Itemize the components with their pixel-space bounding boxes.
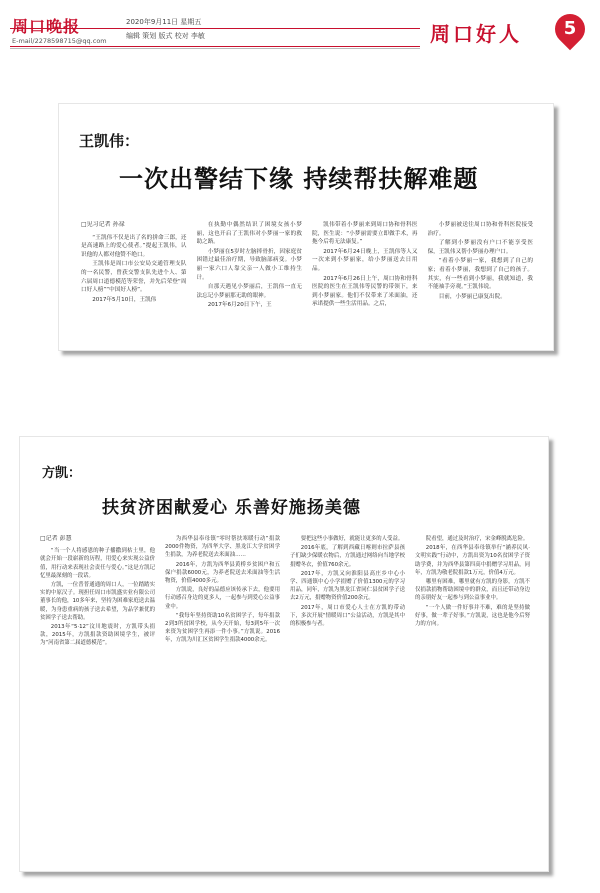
paragraph: 2017年6月26日上午，周口协和骨科医院的医生在王凯伟等民警的带领下，来到小梦丽家。他们不仅带来了米面油，还承诺提供一些生活用品。之后， [312, 275, 418, 308]
masthead-rule-bottom [10, 46, 420, 47]
byline: □记者 彭慧 [40, 535, 72, 542]
paragraph: 哪里有困难，哪里就有方凯的身影，方凯不仅捐款捐物帮助困境中的群众，而且还带动身边的亲朋好友一起参与到公益事业中。 [415, 579, 530, 602]
byline: □见习记者 孙禄 [81, 221, 125, 228]
paragraph: 2017年6月24日晚上，王凯伟等人又一次来到小梦丽家，给小梦丽送去日用品。 [312, 248, 418, 272]
paragraph: 2018年，在西华县奉母镇举行“涵养民风·文明实践”行动中，方凯出资为10名贫困学子资助学费，并为西华县第四高中捐赠学习用品，同年，方凯为敬老院捐款1万元，价值4万元。 [415, 545, 530, 576]
paragraph: 2017年6月20日下午，王 [207, 302, 272, 309]
issue-date: 2020年9月11日 星期五 [126, 18, 202, 26]
masthead-rule-top [10, 28, 420, 29]
body-column [312, 221, 418, 341]
paragraph: 2016年，方凯为西华县黄桥乡贫困户和五保户捐款6000元，为养老院送去米面油等生活物资，价值4000多元。 [165, 561, 280, 585]
contact-email: E-mail/2278598715@qq.com [12, 37, 107, 45]
masthead-rule-thin [10, 48, 420, 49]
paragraph: 在执勤中偶然结识了困境女孩小梦丽，这也开启了王凯伟对小梦丽一家的救助之路。 [196, 222, 302, 246]
paragraph: 了解到小梦丽没有户口不能享受医保，王凯伟又帮小梦丽办理户口。 [427, 240, 533, 255]
paragraph: 凯伟带着小梦丽来到周口协和骨科医院，医生说：“小梦丽需要立即做手术，再拖今后将无法康复。” [312, 222, 418, 246]
body-column [197, 221, 303, 341]
paragraph: “王凯伟不仅是出了名的拼命三郎，还是高速路上的爱心使者。”提起王凯伟，认识他的人都对他赞不绝口。 [81, 234, 187, 258]
paragraph: 为西华县奉母镇“零时帮扶寒暖行动”捐款2000件物资，为四华大学、黑龙江大学贫困学生捐款，为养老院送去米面油…… [165, 536, 280, 559]
article-headline: 扶贫济困献爱心 乐善好施扬美德 [102, 498, 361, 518]
paragraph: 小梦丽被送往周口协和骨科医院接受治疗。 [427, 222, 533, 237]
paragraph: 方凯说，良好的品德应该传承下去，他要用行动感召身边的更多人，一起参与到爱心公益事业中。 [165, 587, 280, 610]
paragraph: “当一个人将感恩的种子播撒到枯土里，他就会开始一段崭新的历程，用爱心来实现公益价值，用行动来表现社会责任与爱心。”这是方凯记忆里最深刻的一段话。 [40, 548, 155, 579]
article-body [81, 221, 533, 341]
body-column [290, 535, 405, 861]
section-title: 周口好人 [430, 22, 522, 46]
article-headline: 一次出警结下缘 持续帮扶解难题 [119, 164, 479, 193]
paragraph: 方凯，一位普普通通的周口人，一位踏踏实实的中原汉子。现担任周口市凯盛实业有限公司董事长的他，10多年来，坚持为困难家庭送去温暖，为身患重病的孩子送去希望，为品学兼优的贫困学子送去帮助。 [40, 582, 155, 621]
masthead [0, 0, 600, 62]
paragraph: 2017年，方凯又向淮阳县高庄乡中心小学、四通镇中心小学捐赠了价值1300元的学习用品，同年，方凯为黑龙江省同仁县贫困学子送去2万元，捐赠物资价值200余元。 [290, 570, 405, 602]
paragraph: 要把这些小事做好，就能让更多的人受益。 [300, 536, 404, 542]
paragraph: “我每年坚持资助10名贫困学子，每年捐款2到3所贫困学校，从今天开始，每3到5年一次来资为贫困学生再添一件小事。”方凯说。2016年，方凯为川汇区贫困学生捐款4000余元。 [165, 612, 280, 644]
paragraph: 2017年5月10日，王凯伟 [92, 296, 157, 303]
article-wang-kaiwei [58, 103, 554, 351]
article-kicker: 王凯伟： [79, 132, 140, 150]
editor-credits: 编辑 策划 版式 校对 李敏 [126, 32, 205, 40]
newspaper-logo: 周口晚报 [12, 17, 81, 36]
paragraph: 小梦丽在5岁时左脑摔骨折，因家庭贫困错过最佳治疗期，导致脑部病变。小梦丽一家六口人靠父亲一人做小工维持生计。 [196, 248, 302, 281]
paragraph: 2013年“5·12”汶川地震时，方凯带头捐款，2015年，方凯捐款资助困境学生，被评为“河南省第二届道德模范”。 [40, 624, 155, 647]
article-body [40, 535, 530, 861]
paragraph: “看着小梦丽一家，我想到了自己的家；看着小梦丽，我想到了自己的孩子。其实，有一些看到小梦丽，我就知道，我不能袖手旁观。”王凯伟说。 [427, 258, 533, 291]
body-column [165, 535, 280, 861]
body-column [428, 221, 534, 341]
body-column [40, 535, 155, 861]
paragraph: 目前，小梦丽已康复出院。 [438, 293, 506, 300]
article-kicker: 方凯： [42, 466, 82, 481]
paragraph: 2017年，周口市爱心人士在方凯的带动下，多次开展“情暖周口”公益活动，方凯是其中的积极参与者。 [290, 604, 405, 628]
paragraph: “一个人做一件好事并不难，难的是坚持做好事，做一辈子好事。”方凯说，这也是他今后努力的方向。 [415, 604, 530, 628]
paragraph: 2016年底，了解到西藏日喀则市拉萨县孩子们缺少保暖衣物后，方凯通过网络向当地学校捐赠冬衣，价值760余元。 [290, 545, 405, 568]
paragraph: 院看望，通过及时治疗，宋金峰脱离危险。 [425, 536, 529, 542]
paragraph: 王凯伟是周口市公安局交通管理支队的一名民警，曾获交警支队先进个人、第六届周口道德模范等荣誉，并先后荣登“周口好人榜”“中国好人榜”。 [81, 261, 187, 294]
page-number: 5 [563, 18, 577, 39]
paragraph: 自那天遇见小梦丽后，王凯伟一直无法忘记小梦丽那无助的眼神。 [196, 284, 302, 299]
body-column [81, 221, 187, 341]
body-column [415, 535, 530, 861]
article-fang-kai [19, 436, 549, 872]
